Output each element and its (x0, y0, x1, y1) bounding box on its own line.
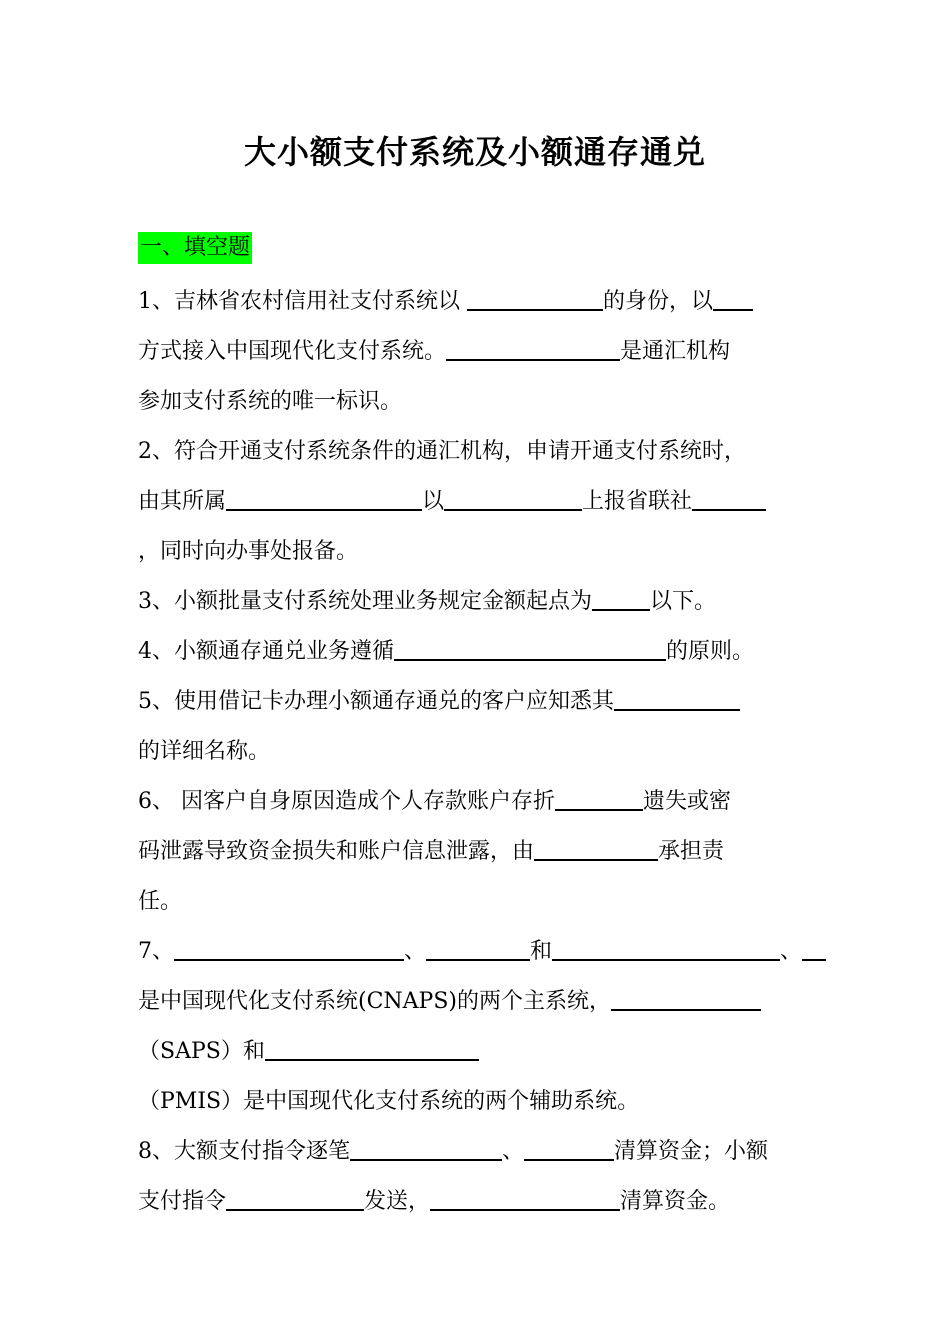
line-text: 4、小额通存通兑业务遵循 (138, 639, 394, 664)
answer-blank[interactable] (692, 487, 766, 511)
text-line (138, 432, 746, 472)
answer-blank[interactable] (552, 937, 780, 961)
answer-blank[interactable] (802, 937, 826, 961)
line-text: （PMIS）是中国现代化支付系统的两个辅助系统。 (138, 1089, 640, 1114)
answer-blank[interactable] (394, 637, 666, 661)
line-text: 的身份，以 (603, 289, 714, 314)
text-line (138, 1182, 730, 1222)
text-line (138, 782, 731, 822)
line-text: 任。 (138, 889, 183, 914)
line-text: 和 (530, 939, 553, 964)
answer-blank[interactable] (611, 987, 761, 1011)
line-text: 1、吉林省农村信用社支付系统以 (138, 289, 467, 314)
line-text: 3、小额批量支付系统处理业务规定金额起点为 (138, 589, 592, 614)
text-line (138, 282, 753, 322)
text-line (138, 732, 270, 772)
answer-blank[interactable] (430, 1187, 620, 1211)
document-title: 大小额支付系统及小额通存通兑 (243, 133, 706, 171)
answer-blank[interactable] (524, 1137, 614, 1161)
answer-blank[interactable] (534, 837, 658, 861)
answer-blank[interactable] (713, 287, 753, 311)
line-text: 2、符合开通支付系统条件的通汇机构，申请开通支付系统时， (138, 439, 746, 464)
answer-blank[interactable] (174, 937, 404, 961)
text-line (138, 882, 182, 922)
answer-blank[interactable] (467, 287, 603, 311)
line-text: 上报省联社 (582, 489, 693, 514)
line-text: 7、 (138, 939, 174, 964)
line-text: 8、大额支付指令逐笔 (138, 1139, 350, 1164)
line-text: 参加支付系统的唯一标识。 (138, 389, 403, 414)
line-text: 清算资金；小额 (614, 1139, 769, 1164)
answer-blank[interactable] (226, 487, 422, 511)
line-text: 是通汇机构 (620, 339, 731, 364)
line-text: 6、 因客户自身原因造成个人存款账户存折 (138, 789, 555, 814)
text-line (138, 1082, 639, 1122)
text-line (138, 682, 740, 722)
line-text: 发送， (364, 1189, 431, 1214)
text-line (138, 382, 402, 422)
text-line (138, 482, 766, 522)
text-line (138, 332, 730, 372)
line-text: 以 (422, 489, 445, 514)
line-text: 5、使用借记卡办理小额通存通兑的客户应知悉其 (138, 689, 614, 714)
text-line (138, 1032, 479, 1072)
text-line (138, 832, 724, 872)
text-line (138, 982, 761, 1022)
answer-blank[interactable] (265, 1037, 479, 1061)
text-line (138, 632, 754, 672)
text-line (138, 1132, 768, 1172)
line-text: 、 (404, 939, 427, 964)
line-text: 承担责 (658, 839, 725, 864)
answer-blank[interactable] (444, 487, 582, 511)
answer-blank[interactable] (350, 1137, 502, 1161)
line-text: 支付指令 (138, 1189, 227, 1214)
line-text: （SAPS）和 (138, 1039, 265, 1064)
line-text: 是中国现代化支付系统(CNAPS)的两个主系统， (138, 989, 612, 1014)
line-text: 、 (502, 1139, 525, 1164)
answer-blank[interactable] (592, 587, 650, 611)
line-text: 方式接入中国现代化支付系统。 (138, 339, 447, 364)
text-line (138, 932, 826, 972)
answer-blank[interactable] (226, 1187, 364, 1211)
line-text: 以下。 (650, 589, 717, 614)
line-text: 、 (780, 939, 803, 964)
line-text: 的原则。 (666, 639, 755, 664)
line-text: 遗失或密 (643, 789, 732, 814)
line-text: ，同时向办事处报备。 (138, 539, 359, 564)
answer-blank[interactable] (555, 787, 643, 811)
line-text: 由其所属 (138, 489, 227, 514)
line-text: 的详细名称。 (138, 739, 271, 764)
text-line (138, 532, 358, 572)
text-line (138, 582, 716, 622)
line-text: 码泄露导致资金损失和账户信息泄露，由 (138, 839, 535, 864)
answer-blank[interactable] (614, 687, 740, 711)
answer-blank[interactable] (426, 937, 530, 961)
section-heading-fill-in-blank: 一、填空题 (138, 232, 252, 264)
answer-blank[interactable] (446, 337, 620, 361)
line-text: 清算资金。 (620, 1189, 731, 1214)
